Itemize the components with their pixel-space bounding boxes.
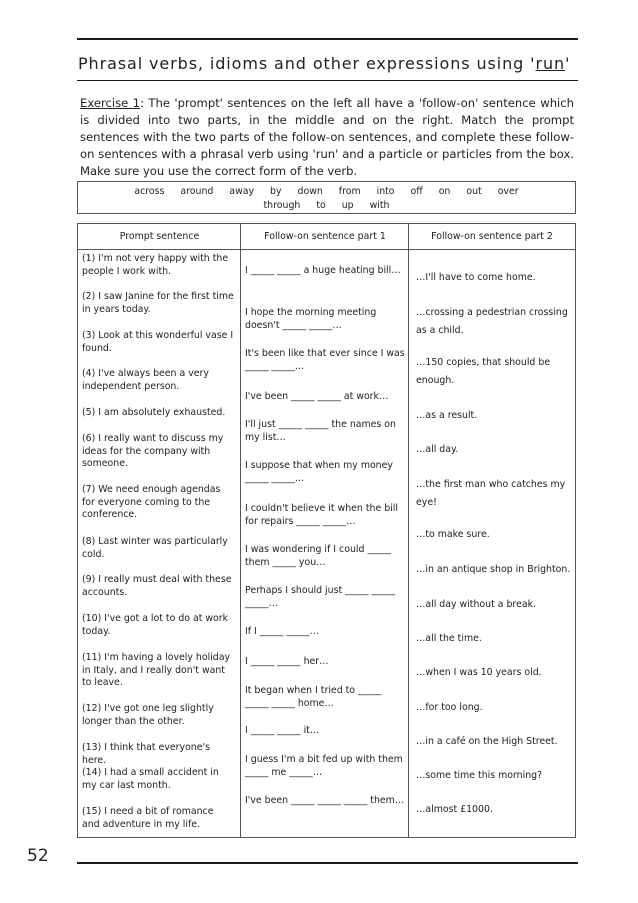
follow-on-part2-14: …some time this morning? [416, 770, 543, 781]
bottom-rule [77, 862, 578, 864]
prompt-sentence-6: (6) I really want to discuss my ideas for the company with someone. [82, 433, 224, 469]
prompt-sentence-5: (5) I am absolutely exhausted. [82, 407, 226, 418]
follow-on-part1-5: I'll just _____ _____ the names on my list… [245, 419, 396, 443]
prompt-sentence-9: (9) I really must deal with these accounts. [82, 574, 232, 598]
prompt-sentence-11: (11) I'm having a lovely holiday in Italy, and I really don't want to leave. [82, 652, 231, 688]
prompt-sentence-3: (3) Look at this wonderful vase I found. [82, 330, 234, 354]
follow-on-part2-9: …all day without a break. [416, 599, 537, 610]
top-rule [77, 38, 578, 40]
follow-on-part1-15: I've been _____ _____ _____ them… [245, 795, 405, 806]
word-box [77, 181, 576, 214]
follow-on-part1-1: I _____ _____ a huge heating bill… [245, 265, 401, 276]
follow-on-part1-9: Perhaps I should just _____ _____ _____… [245, 585, 396, 609]
follow-on-part1-13: I _____ _____ it… [245, 725, 320, 736]
word-box-line-1: across around away by down from into off on out over [134, 186, 519, 197]
exercise-table [77, 223, 576, 838]
header-part1: Follow-on sentence part 1 [241, 224, 409, 250]
follow-on-part2-6: …the first man who catches my eye! [416, 479, 566, 508]
exercise-label: Exercise 1 [80, 96, 141, 110]
follow-on-part2-1: …I'll have to come home. [416, 272, 536, 283]
follow-on-part2-3: …150 copies, that should be enough. [416, 357, 551, 386]
prompt-sentence-14: (14) I had a small accident in my car last month. [82, 767, 219, 791]
title-keyword: run [535, 54, 566, 73]
follow-on-part2-13: …in a café on the High Street. [416, 736, 558, 747]
follow-on-part1-6: I suppose that when my money _____ _____… [245, 460, 393, 484]
title-rule [77, 80, 578, 81]
follow-on-part1-11: I _____ _____ her… [245, 656, 329, 667]
follow-on-part2-7: …to make sure. [416, 529, 490, 540]
prompt-sentence-2: (2) I saw Janine for the first time in years today. [82, 291, 234, 315]
word-box-line-2: through to up with [263, 200, 390, 211]
follow-on-part2-2: …crossing a pedestrian crossing as a child. [416, 307, 568, 336]
header-part2: Follow-on sentence part 2 [409, 224, 575, 250]
prompt-sentence-1: (1) I'm not very happy with the people I work with. [82, 253, 229, 277]
prompt-sentence-13: (13) I think that everyone's here. [82, 742, 210, 766]
page-number: 52 [27, 846, 49, 866]
follow-on-part1-12: It began when I tried to _____ _____ _____ home… [245, 685, 382, 709]
follow-on-part2-15: …almost £1000. [416, 804, 493, 815]
follow-on-part2-10: …all the time. [416, 633, 482, 644]
follow-on-part1-14: I guess I'm a bit fed up with them _____ me _____… [245, 754, 403, 778]
column-divider [408, 224, 409, 837]
follow-on-part1-3: It's been like that ever since I was _____ _____… [245, 348, 405, 372]
prompt-sentence-7: (7) We need enough agendas for everyone coming to the conference. [82, 484, 221, 520]
prompt-sentence-10: (10) I've got a lot to do at work today. [82, 613, 229, 637]
follow-on-part1-10: If I _____ _____… [245, 626, 320, 637]
prompt-sentence-8: (8) Last winter was particularly cold. [82, 536, 228, 560]
follow-on-part2-8: …in an antique shop in Brighton. [416, 564, 571, 575]
prompt-sentence-15: (15) I need a bit of romance and adventure in my life. [82, 806, 214, 830]
follow-on-part1-4: I've been _____ _____ at work… [245, 391, 389, 402]
page-title: Phrasal verbs, idioms and other expressions using 'run' [78, 54, 571, 73]
follow-on-part2-5: …all day. [416, 444, 459, 455]
follow-on-part2-12: …for too long. [416, 702, 483, 713]
follow-on-part2-11: …when I was 10 years old. [416, 667, 542, 678]
follow-on-part1-7: I couldn't believe it when the bill for repairs _____ _____… [245, 503, 398, 527]
header-prompt: Prompt sentence [78, 224, 241, 250]
prompt-sentence-4: (4) I've always been a very independent person. [82, 368, 209, 392]
follow-on-part1-8: I was wondering if I could _____ them _____ you… [245, 544, 391, 568]
exercise-instructions: Exercise 1: The 'prompt' sentences on the left all have a 'follow-on' sentence which is divided into two parts, in the middle and on the right. Match the prompt sentences with the two parts of the follow-on sentences, and complete these follow-on sentences with a phrasal verb using 'run' and a particle or particles from the box. Make sure you use the correct form of the verb. [80, 96, 574, 178]
follow-on-part2-4: …as a result. [416, 410, 478, 421]
follow-on-part1-2: I hope the morning meeting doesn't _____ _____… [245, 307, 377, 331]
column-divider [240, 224, 241, 837]
prompt-sentence-12: (12) I've got one leg slightly longer than the other. [82, 703, 214, 727]
